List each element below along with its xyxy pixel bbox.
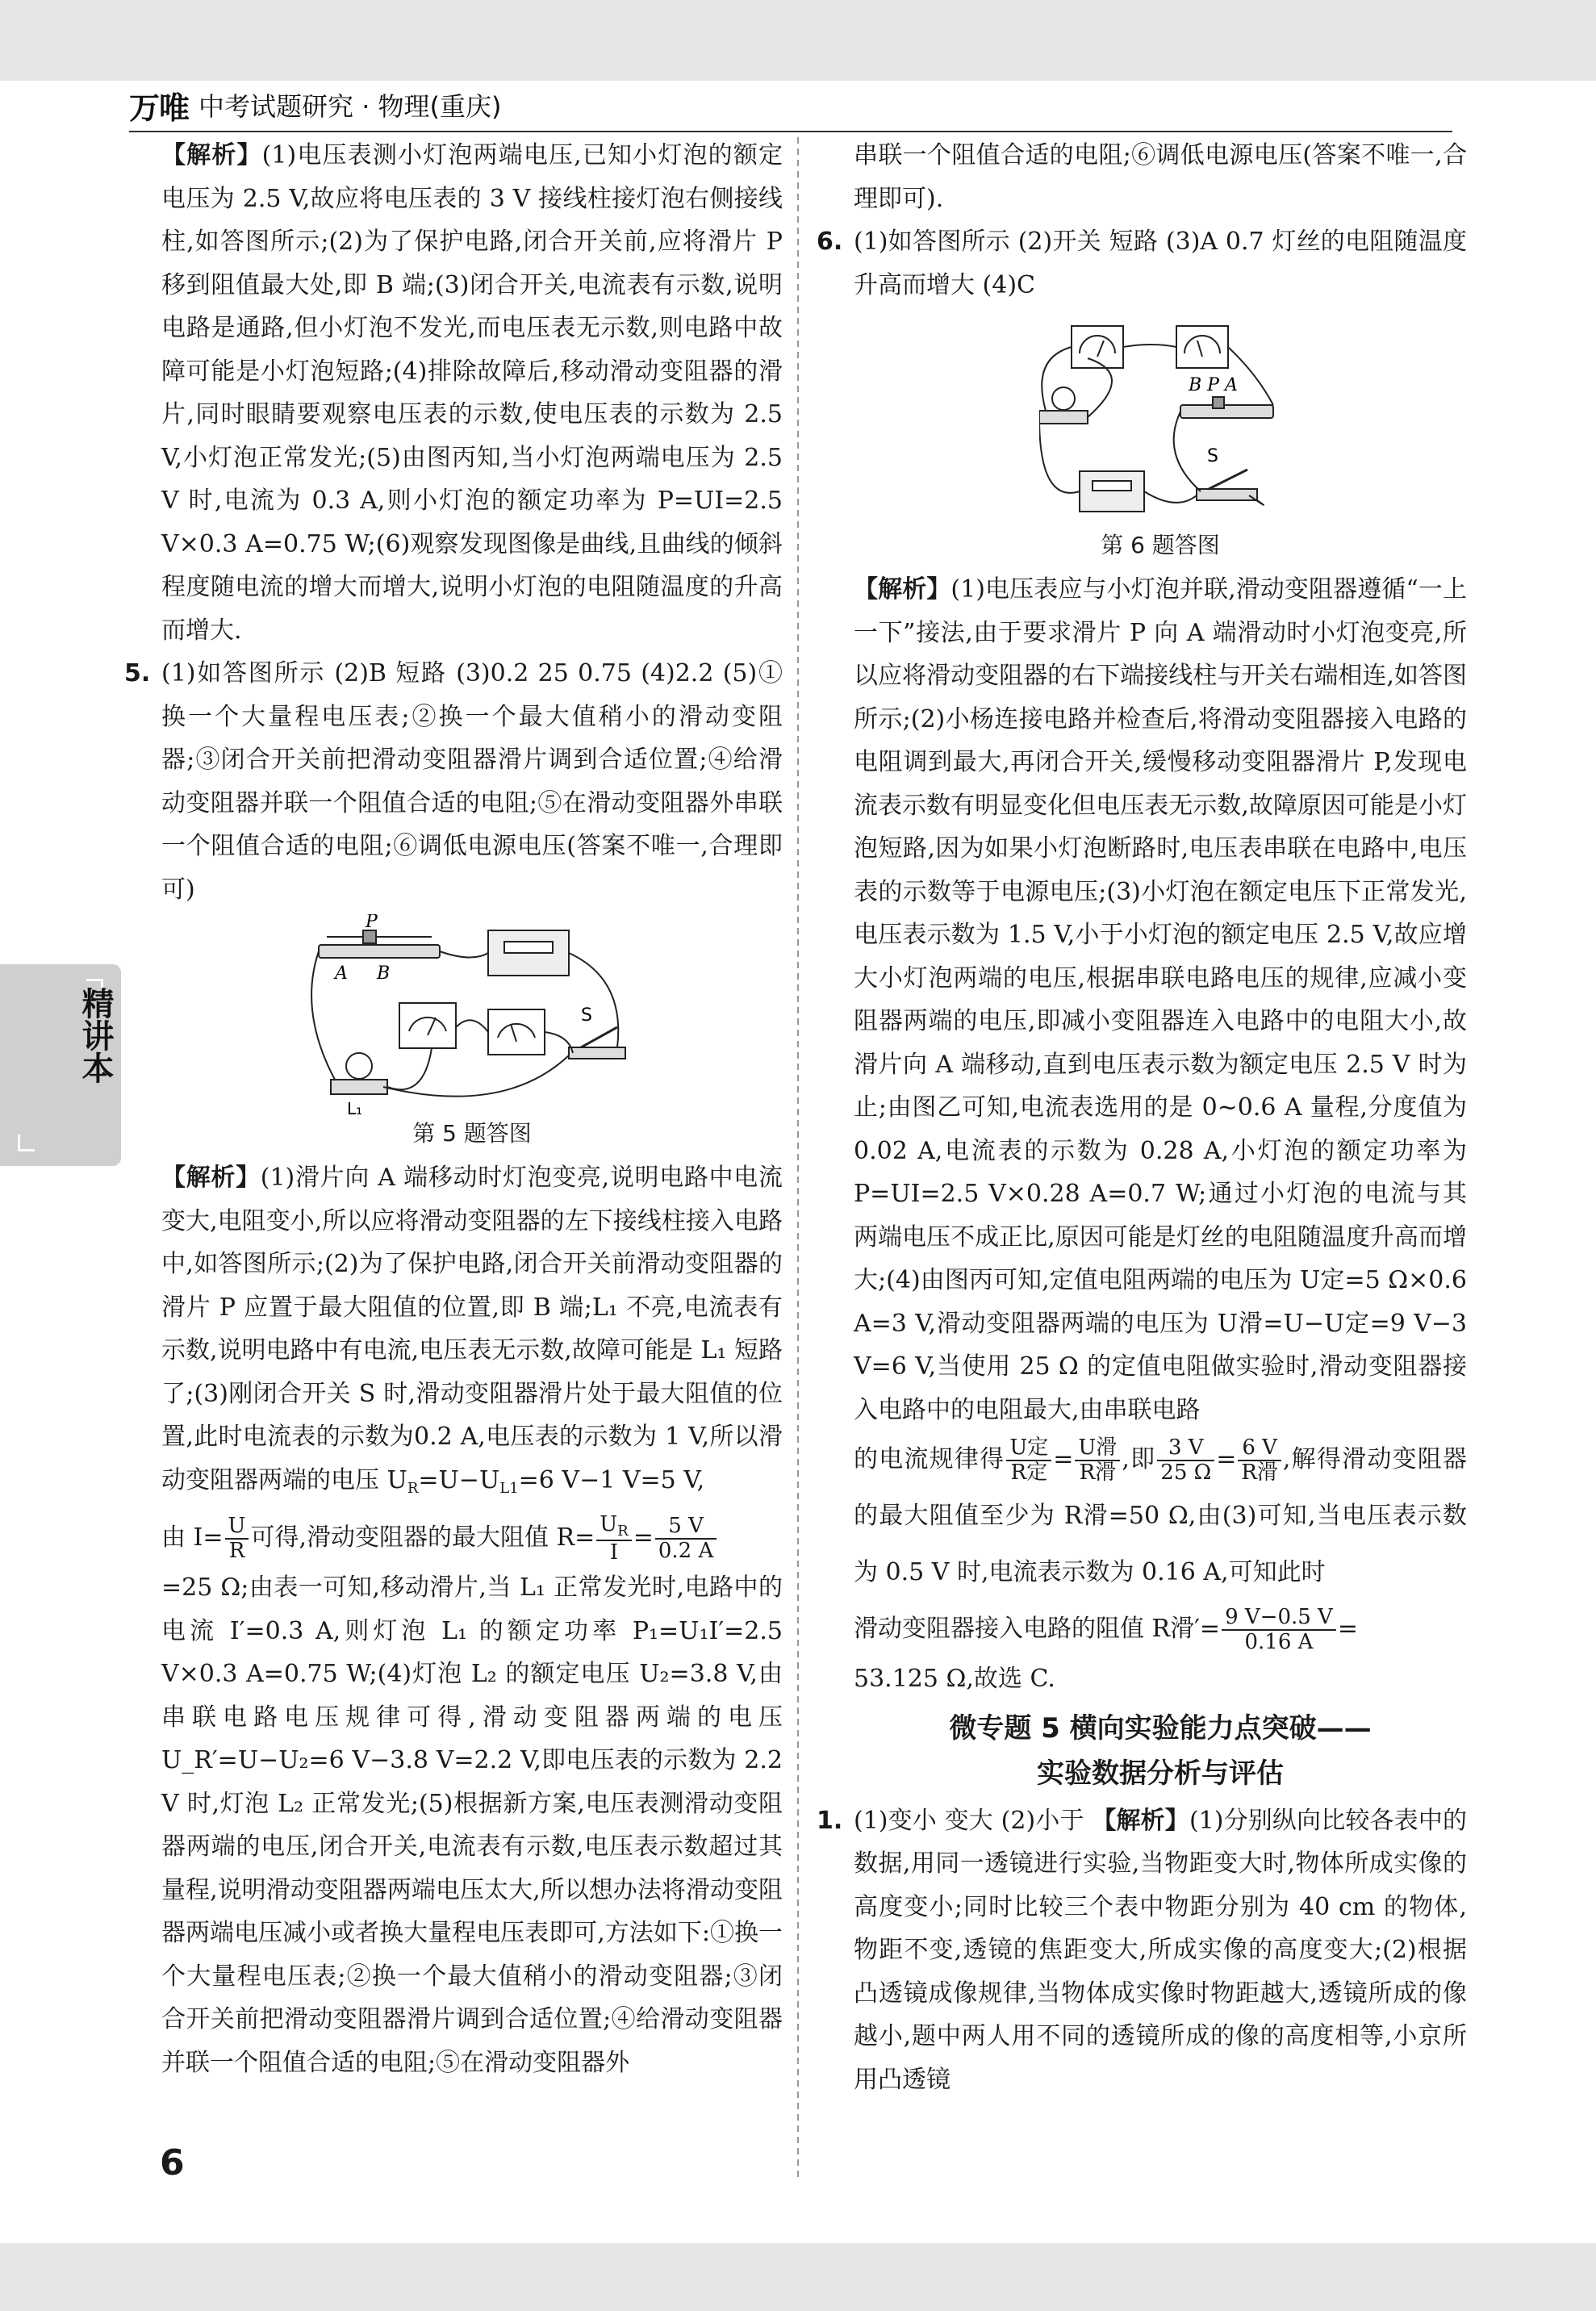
q5-analysis-part2: =25 Ω;由表一可知,移动滑片,当 L₁ 正常发光时,电路中的电流 I′=0.3 A,则灯泡 L₁ 的额定功率 P₁=U₁I′=2.5 V×0.3 A=0.75 W;(4)灯泡 L₂ 的额定电压 U₂=3.8 V,由串联电路电压规律可得,滑动变阻器两端的电压 U_R′=U−U₂=6 V−3.8 V=2.2 V,即电压表的示数为 2.2 V 时,灯泡 L₂ 正常发光;(5)根据新方案,电压表测滑动变阻器两端的电压,闭合开关,电流表有示数,电压表示数超过其量程,说明滑动变阻器两端电压太大,所以想办法将滑动变阻器两端电压减小或者换大量程电压表即可,方法如下:①换一个大量程电压表;②换一个最大值稍小的滑动变阻器;③闭合开关前把滑动变阻器滑片调到合适位置;④给滑动变阻器并联一个阻值合适的电阻;⑤在滑动变阻器外 [161,1573,783,2077]
brand-logo: 万唯 [129,90,190,126]
q1-answer: 1. (1)变小 变大 (2)小于 【解析】(1)分别纵向比较各表中的数据,用同一透镜进行实验,当物距变大时,物体所成实像的高度变小;同时比较三个表中物距分别为 40 cm 的物体,物距不变,透镜的焦距变大,所成实像的高度变大;(2)根据凸透镜成像规律,当物体成实像时物距越大,透镜所成的像越小,题中两人用不同的透镜所成的像的高度相等,小京所用凸透镜 [854,1799,1467,2102]
q6-result: 53.125 Ω,故选 C. [854,1665,1055,1693]
left-column [124,134,783,2084]
q6-formula-rule: 的电流规律得 $\frac{\text{U定}}{\text{R定}}$ = $\frac{\text{U滑}}{\text{R滑}}$ ,即 $\frac{3 V}{25 \Omega}$ = $\frac{6 V}{\text{R滑}}$ ,解得滑动变阻器的最大阻值至少为 R滑=50 Ω,由(3)可知,当电压表示数为 0.5 V 时,电流表示数为 0.16 A,可知此时 [854,1435,1467,1586]
question-number: 1. [817,1806,843,1835]
fraction-i: $\frac{U}{R}$ [225,1515,249,1562]
fraction-3v: $\frac{3 V}{25 \Omega}$ [1157,1436,1214,1484]
figure-caption: 第 6 题答图 [1101,532,1220,558]
lamp-bulb [346,1053,372,1079]
fraction-u-ding: $\frac{\text{U定}}{\text{R定}}$ [1006,1436,1051,1484]
rheostat [1180,405,1273,418]
q5-answer-continued: 串联一个阻值合适的电阻;⑥调低电源电压(答案不唯一,合理即可). [854,141,1467,213]
top-margin-band [0,0,1596,81]
side-tab-label: 精讲本 [77,987,114,1084]
q5-analysis-part1: 【解析】(1)滑片向 A 端移动时灯泡变亮,说明电路中电流变大,电阻变小,所以应将滑动变阻器的左下接线柱接入电路中,如答图所示;(2)为了保护电路,闭合开关前滑动变阻器的滑片 P 应置于最大阻值的位置,即 B 端;L₁ 不亮,电流表有示数,说明电路中有电流,电压表无示数,故障可能是 L₁ 短路了;(3)刚闭合开关 S 时,滑动变阻器滑片处于最大阻值的位置,此时电流表的示数为0.2 A,电压表的示数为 1 V,所以滑动变阻器两端的电压 $U_R=U-U_{L1}=6$ V−1 V=5 V, [161,1164,783,1497]
book-title: 中考试题研究 · 物理(重庆) [198,91,502,122]
analysis-tag: 【解析】 [161,1164,261,1192]
fraction-result: $\frac{9 V-0.5 V}{0.16 A}$ [1222,1606,1336,1653]
rheostat [319,945,440,958]
column-divider [797,137,799,2179]
label-s: S [581,1005,592,1026]
q5-answer: 5. (1)如答图所示 (2)B 短路 (3)0.2 25 0.75 (4)2.2 (5)①换一个大量程电压表;②换一个最大值稍小的滑动变阻器;③闭合开关前把滑动变阻器滑片调到合适位置;④给滑动变阻器并联一个阻值合适的电阻;⑤在滑动变阻器外串联一个阻值合适的电阻;⑥调低电源电压(答案不唯一,合理即可) [161,652,783,911]
label-a: A [335,963,348,984]
circuit-diagram-q6 [1039,310,1281,528]
label-p: P [366,914,378,932]
header-rule [129,131,1452,132]
q5-figure [161,914,783,1151]
fraction-u-hua: $\frac{\text{U滑}}{\text{R滑}}$ [1075,1436,1120,1484]
q4-analysis: 【解析】(1)电压表测小灯泡两端电压,已知小灯泡的额定电压为 2.5 V,故应将电压表的 3 V 接线柱接灯泡右侧接线柱,如答图所示;(2)为了保护电路,闭合开关前,应将滑片 P 移到阻值最大处,即 B 端;(3)闭合开关,电流表有示数,说明电路是通路,但小灯泡不发光,而电压表无示数,则电路中故障可能是小灯泡短路;(4)排除故障后,移动滑动变阻器的滑片,同时眼睛要观察电压表的示数,使电压表的示数为 2.5 V,小灯泡正常发光;(5)由图丙知,当小灯泡两端电压为 2.5 V 时,电流为 0.3 A,则小灯泡的额定功率为 P=UI=2.5 V×0.3 A=0.75 W;(6)观察发现图像是曲线,且曲线的倾斜程度随电流的增大而增大,说明小灯泡的电阻随温度的升高而增大. [161,141,783,645]
rheostat-slider [363,930,376,943]
page-number: 6 [160,2142,185,2184]
circuit-diagram-q5 [303,914,641,1116]
q6-formula-last: 滑动变阻器接入电路的阻值 R滑′= $\frac{9 V-0.5 V}{0.16 A}$ = [854,1605,1358,1654]
rheostat-slider [1213,397,1224,408]
analysis-tag: 【解析】 [161,141,262,169]
ammeter [399,1003,456,1048]
analysis-tag: 【解析】 [854,575,951,604]
label-bpa: B P A [1189,375,1238,395]
lamp-bulb [1052,387,1075,410]
lamp-base [1039,411,1088,424]
right-column [817,134,1467,2101]
ammeter [1176,326,1228,368]
q5-formula: 由 I= $\frac{U}{R}$ 可得,滑动变阻器的最大阻值 R= $\frac{U_R}{I}$ = $\frac{5 V}{0.2 A}$ [161,1510,783,1566]
switch [569,1047,625,1059]
fraction-6v: $\frac{6 V}{\text{R滑}}$ [1238,1436,1281,1484]
q6-answer: 6. (1)如答图所示 (2)开关 短路 (3)A 0.7 灯丝的电阻随温度升高而增大 (4)C [854,220,1467,307]
section-title: 微专题 5 横向实验能力点突破—— 实验数据分析与评估 [949,1711,1372,1790]
label-l1: L₁ [347,1099,363,1116]
side-tab [0,964,121,1166]
lamp-base [331,1080,387,1094]
switch [1197,489,1257,500]
fraction-values: $\frac{5 V}{0.2 A}$ [655,1515,717,1562]
q6-figure [854,310,1467,563]
label-s: S [1207,446,1218,466]
q6-analysis: 【解析】(1)电压表应与小灯泡并联,滑动变阻器遵循“一上一下”接法,由于要求滑片 P 向 A 端滑动时小灯泡变亮,所以应将滑动变阻器的右下端接线柱与开关右端相连,如答图所示;(2)小杨连接电路并检查后,将滑动变阻器接入电路的电阻调到最大,再闭合开关,缓慢移动变阻器滑片 P,发现电流表示数有明显变化但电压表无示数,故障原因可能是小灯泡短路,因为如果小灯泡断路时,电压表串联在电路中,电压表的示数等于电源电压;(3)小灯泡在额定电压下正常发光,电压表示数为 1.5 V,小于小灯泡的额定电压 2.5 V,故应增大小灯泡两端的电压,根据串联电路电压的规律,应减小变阻器两端的电压,即减小变阻器连入电路中的电阻大小,故滑片向 A 端移动,直到电压表示数为额定电压 2.5 V 时为止;由图乙可知,电流表选用的是 0~0.6 A 量程,分度值为 0.02 A,电流表的示数为 0.28 A,小灯泡的额定功率为 P=UI=2.5 V×0.28 A=0.7 W;通过小灯泡的电流与其两端电压不成正比,原因可能是灯丝的电阻随温度升高而增大;(4)由图丙可知,定值电阻两端的电压为 U定=5 Ω×0.6 A=3 V,滑动变阻器两端的电压为 U滑=U−U定=9 V−3 V=6 V,当使用 25 Ω 的定值电阻做实验时,滑动变阻器接入电路中的电阻最大,由串联电路 [854,575,1467,1424]
question-number: 6. [817,228,843,256]
fraction-r: $\frac{U_R}{I}$ [596,1513,631,1564]
figure-caption: 第 5 题答图 [412,1120,532,1147]
analysis-tag: 【解析】 [1092,1806,1189,1835]
bottom-margin-band [0,2243,1596,2311]
question-number: 5. [124,659,151,687]
voltmeter [488,1009,545,1055]
page-header [129,81,502,129]
label-b: B [377,963,391,984]
